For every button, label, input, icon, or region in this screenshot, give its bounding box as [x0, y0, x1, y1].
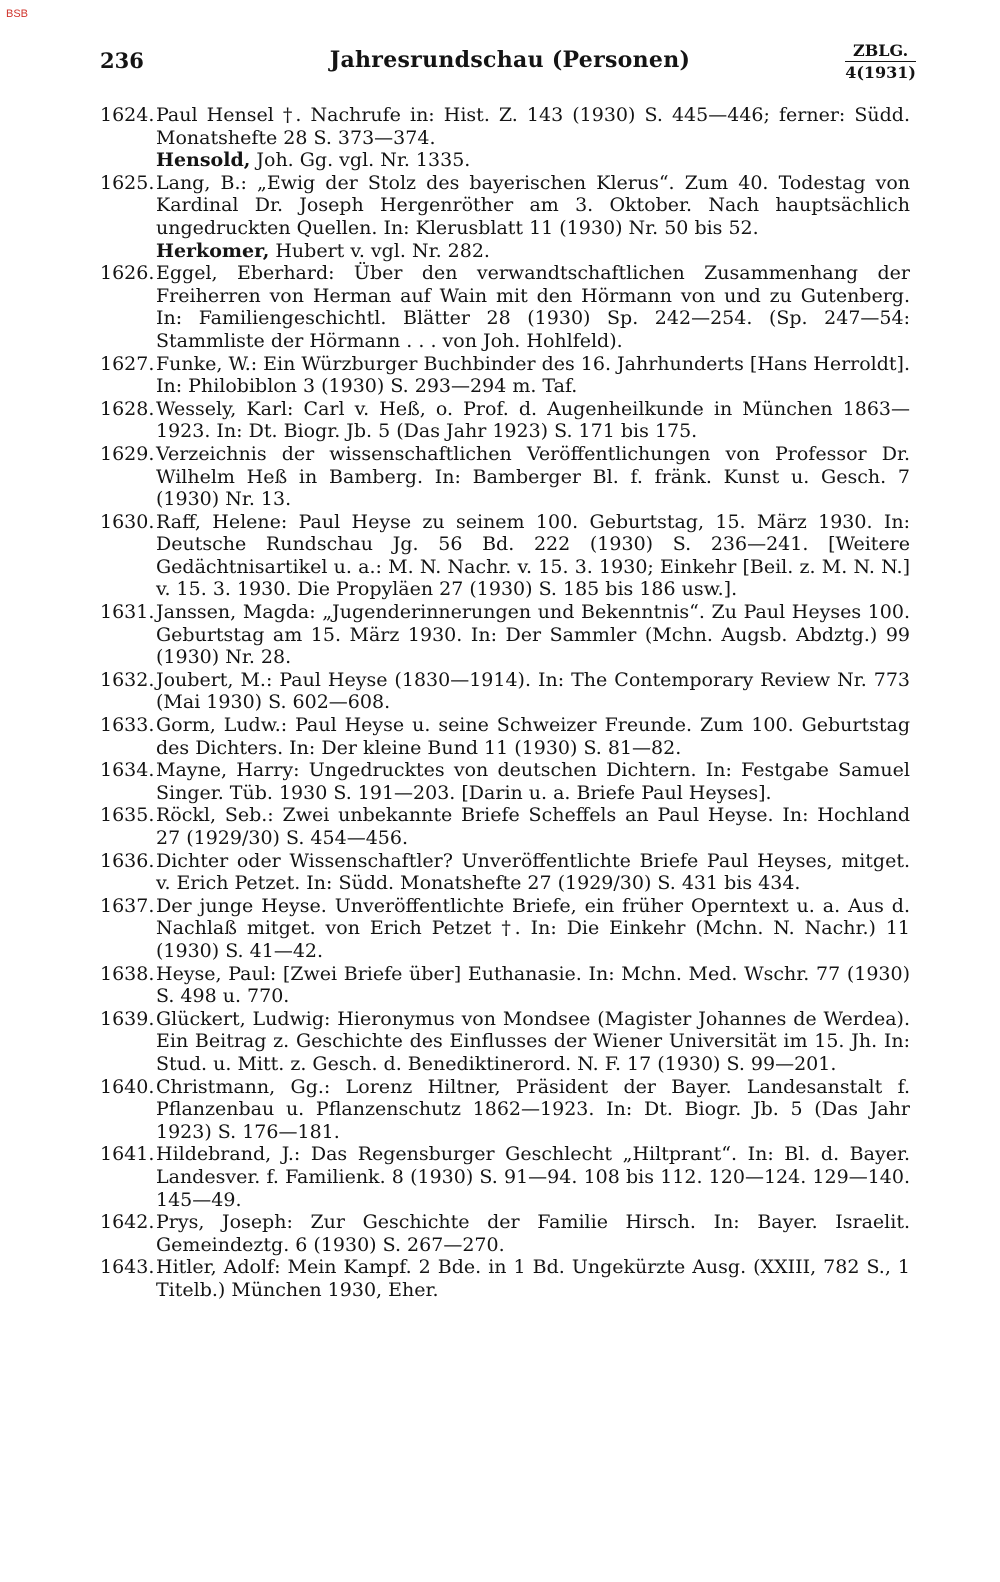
entry-text: Heyse, Paul: [Zwei Briefe über] Euthanasie. In: Mchn. Med. Wschr. 77 (1930) S. 498 u. 770.: [156, 962, 910, 1008]
bibliography-entry: [100, 759, 910, 804]
entry-number: 1635.: [100, 804, 155, 827]
entry-number: 1630.: [100, 510, 155, 533]
bibliography-entry: [100, 850, 910, 895]
library-watermark: BSB: [6, 8, 29, 20]
journal-volume: 4(1931): [845, 63, 916, 82]
entry-number: 1632.: [100, 668, 155, 691]
crossref-name: Herkomer,: [156, 239, 270, 262]
running-title: Jahresrundschau (Personen): [329, 47, 691, 73]
bibliography-entry: [100, 669, 910, 714]
entry-text: Mayne, Harry: Ungedrucktes von deutschen Dichtern. In: Festgabe Samuel Singer. Tüb. 1930 S. 191—203. [Darin u. a. Briefe Paul Heyses].: [156, 759, 910, 804]
journal-abbreviation: ZBLG.: [853, 41, 909, 60]
entry-text: Funke, W.: Ein Würzburger Buchbinder des 16. Jahrhunderts [Hans Herroldt]. In: Philobiblon 3 (1930) S. 293—294 m. Taf.: [156, 352, 911, 398]
bibliography-entry: [100, 1008, 910, 1076]
entry-text: Der junge Heyse. Unveröffentlichte Briefe, ein früher Operntext u. a. Aus d. Nachlaß mitget. von Erich Petzet †. In: Die Einkehr (Mchn. N. Nachr.) 11 (1930) S. 41—42.: [156, 894, 910, 962]
entry-text: Hitler, Adolf: Mein Kampf. 2 Bde. in 1 Bd. Ungekürzte Ausg. (XXIII, 782 S., 1 Titelb.) München 1930, Eher.: [156, 1256, 910, 1301]
crossref-text: Joh. Gg. vgl. Nr. 1335.: [250, 149, 471, 172]
entry-number: 1641.: [100, 1143, 155, 1166]
journal-reference: [845, 42, 916, 81]
entry-text: Dichter oder Wissenschaftler? Unveröffentlichte Briefe Paul Heyses, mitget. v. Erich Petzet. In: Südd. Monatshefte 27 (1929/30) S. 431 bis 434.: [156, 849, 910, 895]
cross-reference: [100, 240, 910, 263]
entry-text: Raff, Helene: Paul Heyse zu seinem 100. Geburtstag, 15. März 1930. In: Deutsche Rundschau Jg. 56 Bd. 222 (1930) S. 236—241. [Weitere Gedächtnisartikel u. a.: M. N. Nachr. v. 15. 3. 1930; Einkehr [Beil. z. M. N. N.] v. 15. 3. 1930. Die Propyläen 27 (1930) S. 185 bis 186 usw.].: [156, 510, 910, 601]
bibliography-entry: [100, 398, 910, 443]
entry-number: 1624.: [100, 104, 155, 126]
bibliography-entry: [100, 895, 910, 963]
page-number: 236: [100, 48, 144, 73]
bibliography-entry: [100, 511, 910, 601]
bibliography-entry: [100, 963, 910, 1008]
bibliography-entry: [100, 804, 910, 849]
bibliography-entry: [100, 104, 910, 149]
entry-text: Glückert, Ludwig: Hieronymus von Mondsee (Magister Johannes de Werdea). Ein Beitrag z. Geschichte des Einflusses der Wiener Universität im 15. Jh. In: Stud. u. Mitt. z. Gesch. d. Benediktinerord. N. F. 17 (1930) S. 99—201.: [156, 1007, 910, 1075]
entry-text: Lang, B.: „Ewig der Stolz des bayerischen Klerus“. Zum 40. Todestag von Kardinal Dr. Joseph Hergenröther am 3. Oktober. Nach hauptsächlich ungedruckten Quellen. In: Klerusblatt 11 (1930) Nr. 50 bis 52.: [156, 171, 910, 239]
entry-text: Gorm, Ludw.: Paul Heyse u. seine Schweizer Freunde. Zum 100. Geburtstag des Dichters. In: Der kleine Bund 11 (1930) S. 81—82.: [156, 714, 910, 759]
entry-number: 1631.: [100, 601, 155, 624]
entry-text: Joubert, M.: Paul Heyse (1830—1914). In: The Contemporary Review Nr. 773 (Mai 1930) S. 602—608.: [156, 668, 910, 714]
entry-number: 1639.: [100, 1007, 155, 1030]
bibliography-entry: [100, 1211, 910, 1256]
entry-number: 1633.: [100, 714, 155, 737]
crossref-name: Hensold,: [156, 149, 251, 172]
bibliography-entry: [100, 262, 910, 352]
entry-number: 1626.: [100, 262, 155, 285]
bibliography-entry: [100, 443, 910, 511]
entry-text: Röckl, Seb.: Zwei unbekannte Briefe Scheffels an Paul Heyse. In: Hochland 27 (1929/30) S. 454—456.: [156, 804, 910, 849]
entry-text: Hildebrand, J.: Das Regensburger Geschlecht „Hiltprant“. In: Bl. d. Bayer. Landesver. f. Familienk. 8 (1930) S. 91—94. 108 bis 112. 120—124. 129—140. 145—49.: [156, 1143, 910, 1211]
running-head: [0, 0, 1000, 100]
entry-text: Prys, Joseph: Zur Geschichte der Familie Hirsch. In: Bayer. Israelit. Gemeindeztg. 6 (1930) S. 267—270.: [156, 1211, 910, 1256]
entry-number: 1625.: [100, 171, 155, 194]
entry-text: Janssen, Magda: „Jugenderinnerungen und Bekenntnis“. Zu Paul Heyses 100. Geburtstag am 15. März 1930. In: Der Sammler (Mchn. Augsb. Abdztg.) 99 (1930) Nr. 28.: [156, 601, 910, 669]
entry-number: 1637.: [100, 894, 155, 917]
entry-text: Eggel, Eberhard: Über den verwandtschaftlichen Zusammenhang der Freiherren von Herman auf Wain mit den Hörmann von und zu Gutenberg. In: Familiengeschichtl. Blätter 28 (1930) Sp. 242—254. (Sp. 247—54: Stammliste der Hörmann . . . von Joh. Hohlfeld).: [156, 262, 910, 352]
bibliography-list: [100, 104, 910, 1301]
bibliography-entry: [100, 353, 910, 398]
entry-number: 1628.: [100, 397, 155, 420]
cross-reference: [100, 149, 910, 172]
entry-text: Paul Hensel †. Nachrufe in: Hist. Z. 143 (1930) S. 445—446; ferner: Südd. Monatshefte 28 S. 373—374.: [156, 104, 910, 149]
entry-number: 1629.: [100, 442, 155, 465]
bibliography-entry: [100, 172, 910, 240]
entry-number: 1634.: [100, 759, 155, 782]
entry-number: 1640.: [100, 1075, 155, 1098]
entry-text: Christmann, Gg.: Lorenz Hiltner, Präsident der Bayer. Landesanstalt f. Pflanzenbau u. Pflanzenschutz 1862—1923. In: Dt. Biogr. Jb. 5 (Das Jahr 1923) S. 176—181.: [156, 1075, 910, 1143]
entry-text: Wessely, Karl: Carl v. Heß, o. Prof. d. Augenheilkunde in München 1863—1923. In: Dt. Biogr. Jb. 5 (Das Jahr 1923) S. 171 bis 175.: [156, 397, 910, 443]
bibliography-entry: [100, 1256, 910, 1301]
entry-number: 1638.: [100, 962, 155, 985]
bibliography-entry: [100, 1076, 910, 1144]
entry-number: 1636.: [100, 849, 155, 872]
entry-number: 1627.: [100, 352, 155, 375]
entry-text: Verzeichnis der wissenschaftlichen Veröffentlichungen von Professor Dr. Wilhelm Heß in Bamberg. In: Bamberger Bl. f. fränk. Kunst u. Gesch. 7 (1930) Nr. 13.: [156, 442, 910, 511]
bibliography-entry: [100, 1143, 910, 1211]
entry-number: 1642.: [100, 1211, 155, 1234]
entry-number: 1643.: [100, 1256, 155, 1279]
crossref-text: Hubert v. vgl. Nr. 282.: [269, 239, 490, 262]
bibliography-entry: [100, 714, 910, 759]
bibliography-entry: [100, 601, 910, 669]
